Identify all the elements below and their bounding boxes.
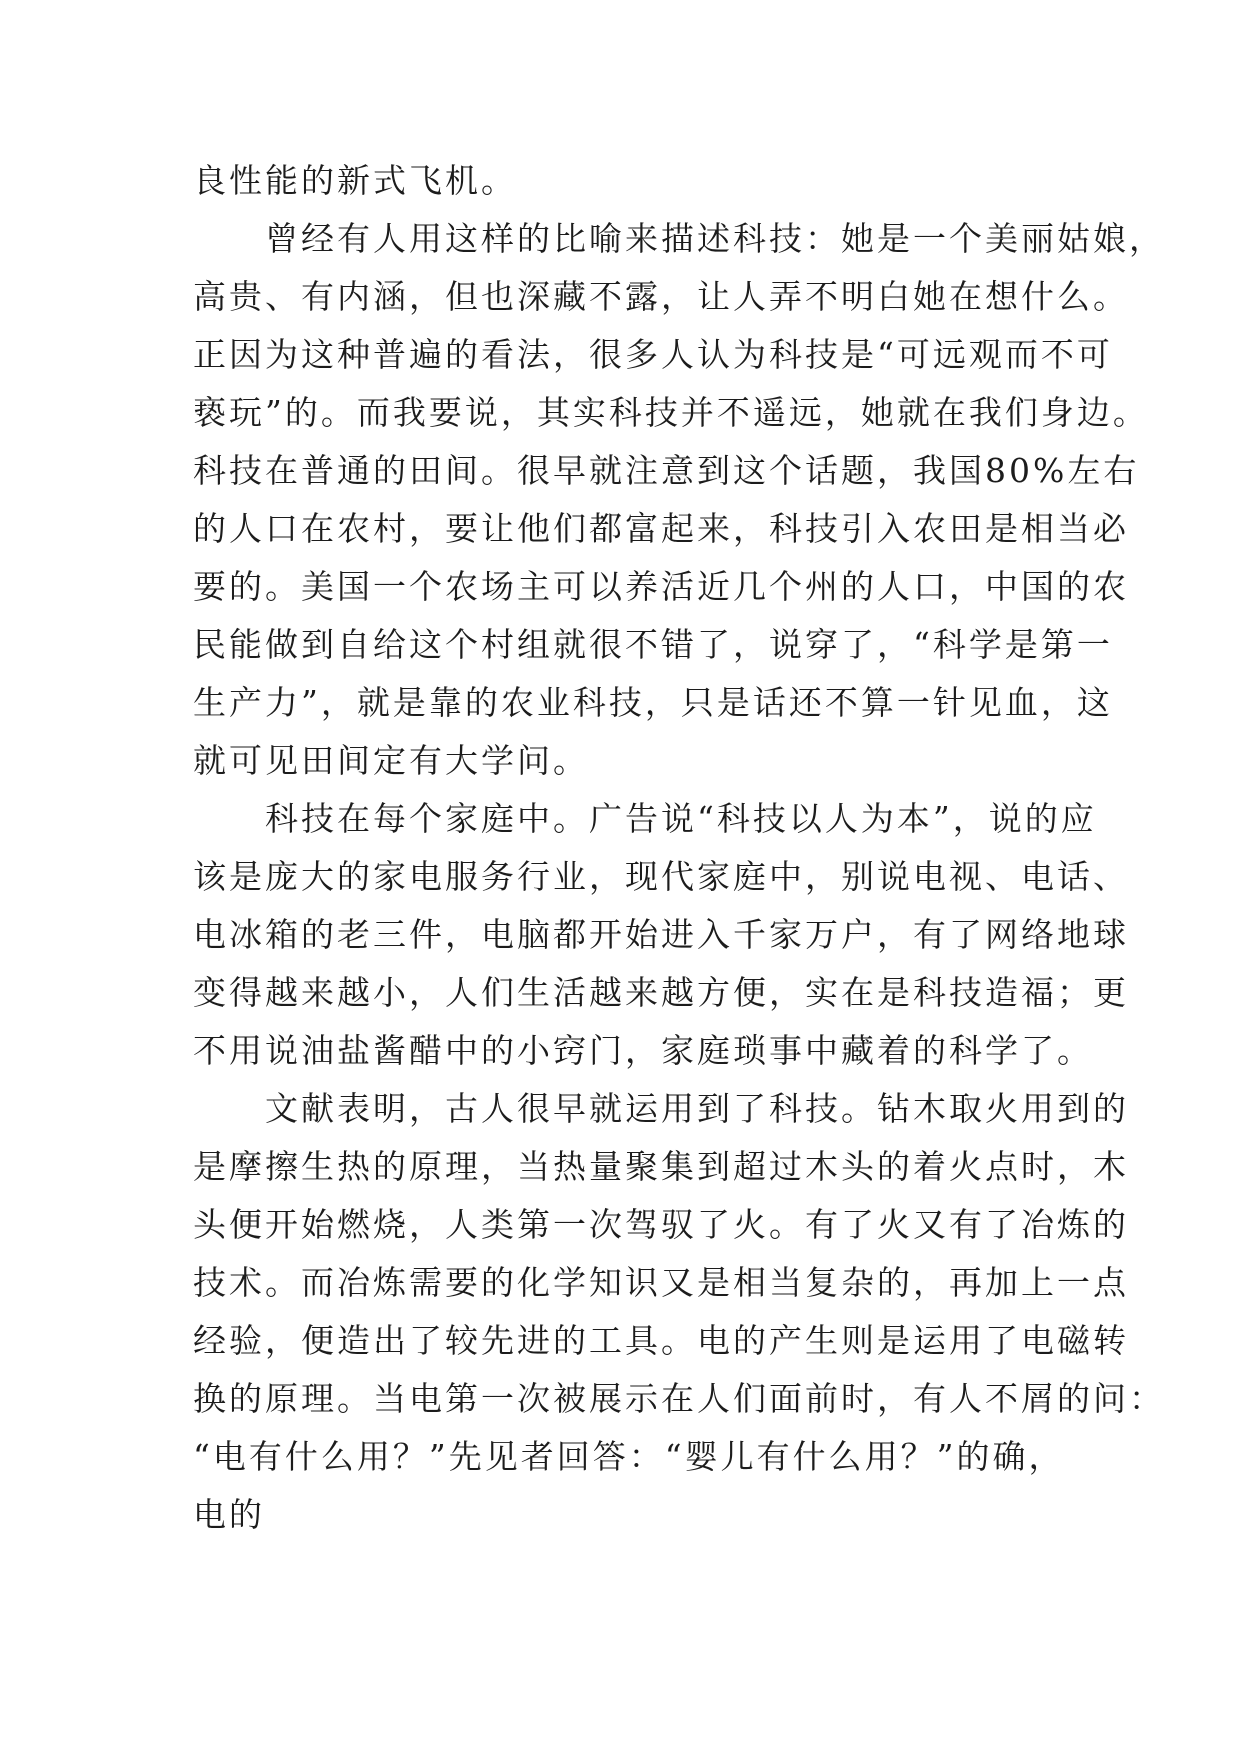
text-line: 良性能的新式飞机。	[193, 161, 517, 200]
text-line: 变得越来越小，人们生活越来越方便，实在是科技造福；更	[193, 973, 1129, 1012]
text-line: 换的原理。当电第一次被展示在人们面前时，有人不屑的问：	[193, 1379, 1165, 1418]
text-line: 是摩擦生热的原理，当热量聚集到超过木头的着火点时，木	[193, 1147, 1129, 1186]
text-line: 生产力”，就是靠的农业科技，只是话还不算一针见血，这	[193, 683, 1113, 722]
text-line: 亵玩”的。而我要说，其实科技并不遥远，她就在我们身边。	[193, 393, 1149, 432]
text-line: 头便开始燃烧，人类第一次驾驭了火。有了火又有了冶炼的	[193, 1205, 1129, 1244]
text-line: 科技在普通的田间。很早就注意到这个话题，我国80%左右	[193, 451, 1140, 490]
text-line: “电有什么用？”先见者回答：“婴儿有什么用？”的确，	[193, 1437, 1065, 1476]
text-line: 电的	[193, 1495, 265, 1534]
text-line: 要的。美国一个农场主可以养活近几个州的人口，中国的农	[193, 567, 1129, 606]
body-text	[193, 152, 1165, 1544]
text-line: 经验，便造出了较先进的工具。电的产生则是运用了电磁转	[193, 1321, 1129, 1360]
text-line: 民能做到自给这个村组就很不错了，说穿了，“科学是第一	[193, 625, 1113, 664]
text-line: 文献表明，古人很早就运用到了科技。钻木取火用到的	[193, 1089, 1129, 1128]
text-line: 该是庞大的家电服务行业，现代家庭中，别说电视、电话、	[193, 857, 1129, 896]
text-line: 的人口在农村，要让他们都富起来，科技引入农田是相当必	[193, 509, 1129, 548]
text-line: 电冰箱的老三件，电脑都开始进入千家万户，有了网络地球	[193, 915, 1129, 954]
text-line: 曾经有人用这样的比喻来描述科技：她是一个美丽姑娘，	[193, 219, 1165, 258]
text-line: 技术。而冶炼需要的化学知识又是相当复杂的，再加上一点	[193, 1263, 1129, 1302]
text-line: 就可见田间定有大学问。	[193, 741, 589, 780]
text-line: 正因为这种普遍的看法，很多人认为科技是“可远观而不可	[193, 335, 1113, 374]
text-line: 不用说油盐酱醋中的小窍门，家庭琐事中藏着的科学了。	[193, 1031, 1093, 1070]
text-line: 高贵、有内涵，但也深藏不露，让人弄不明白她在想什么。	[193, 277, 1129, 316]
text-line: 科技在每个家庭中。广告说“科技以人为本”，说的应	[193, 799, 1097, 838]
